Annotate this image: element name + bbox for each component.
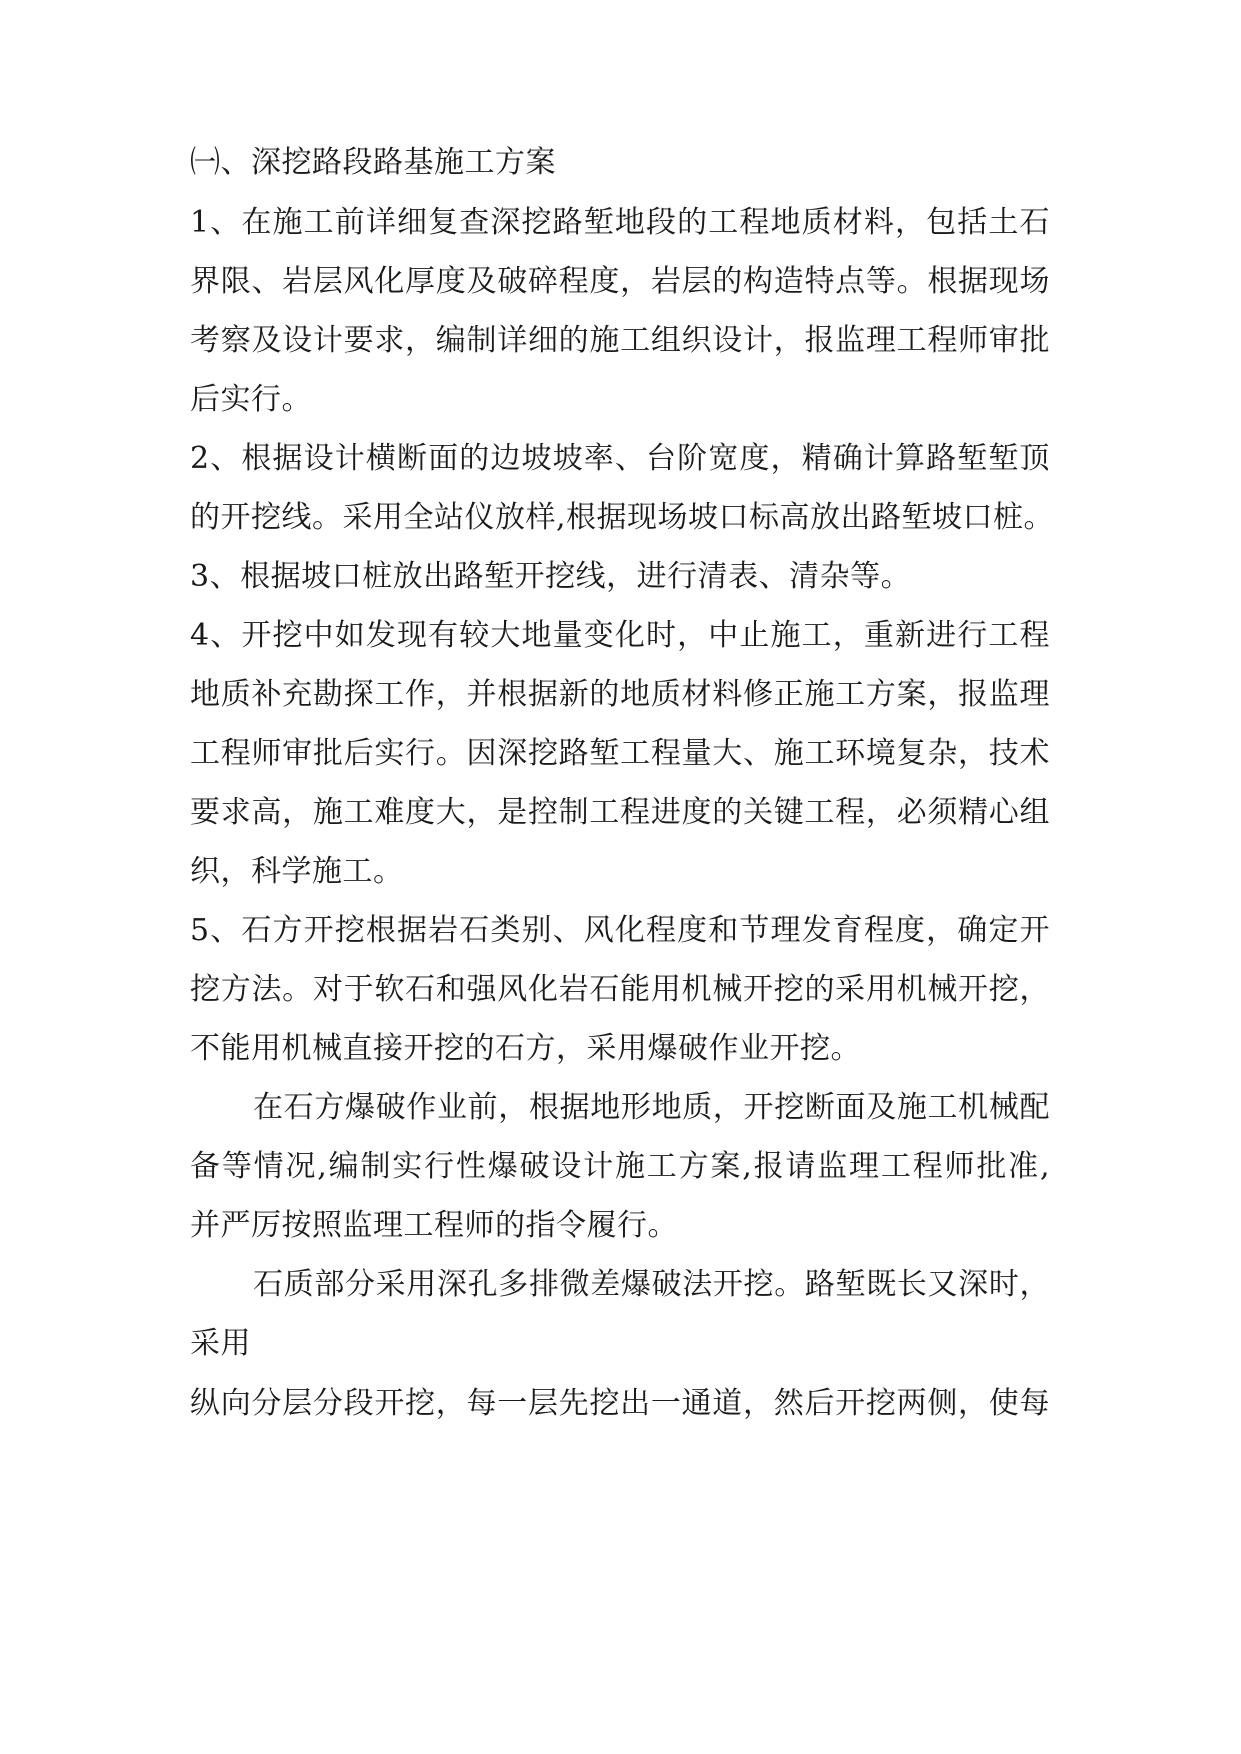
paragraph-line: 纵向分层分段开挖，每一层先挖出一通道，然后开挖两侧，使每 <box>190 1386 1050 1421</box>
paragraph-line: 要求高，施工难度大，是控制工程进度的关键工程，必须精心组 <box>190 795 1050 830</box>
paragraph-line: 织，科学施工。 <box>190 854 404 889</box>
paragraph-line: 2、根据设计横断面的边坡坡率、台阶宽度，精确计算路堑堑顶 <box>190 441 1050 476</box>
paragraph-line: 界限、岩层风化厚度及破碎程度，岩层的构造特点等。根据现场 <box>190 264 1050 299</box>
paragraph-line: 5、石方开挖根据岩石类别、风化程度和节理发育程度，确定开 <box>190 913 1050 948</box>
paragraph-line: 1、在施工前详细复查深挖路堑地段的工程地质材料，包括土石 <box>190 205 1050 240</box>
paragraph-line: 3、根据坡口桩放出路堑开挖线，进行清表、清杂等。 <box>190 559 912 594</box>
paragraph-line: 地质补充勘探工作，并根据新的地质材料修正施工方案，报监理 <box>190 677 1050 712</box>
paragraph-line: 考察及设计要求，编制详细的施工组织设计，报监理工程师审批 <box>190 323 1050 358</box>
paragraph-line: 挖方法。对于软石和强风化岩石能用机械开挖的采用机械开挖， <box>190 972 1050 1007</box>
paragraph-line: 后实行。 <box>190 382 312 417</box>
paragraph-line: 备等情况,编制实行性爆破设计施工方案,报请监理工程师批准, <box>190 1149 1050 1184</box>
paragraph-line: 工程师审批后实行。因深挖路堑工程量大、施工环境复杂，技术 <box>190 736 1050 771</box>
paragraph-line: 在石方爆破作业前，根据地形地质，开挖断面及施工机械配 <box>253 1090 1050 1125</box>
paragraph-line: 不能用机械直接开挖的石方，采用爆破作业开挖。 <box>190 1031 861 1066</box>
section-title: ㈠、深挖路段路基施工方案 <box>190 145 556 180</box>
paragraph-line: 4、开挖中如发现有较大地量变化时，中止施工，重新进行工程 <box>190 618 1050 653</box>
paragraph-line: 石质部分采用深孔多排微差爆破法开挖。路堑既长又深时， <box>253 1267 1050 1302</box>
paragraph-line: 并严厉按照监理工程师的指令履行。 <box>190 1208 678 1243</box>
paragraph-line: 的开挖线。采用全站仪放样,根据现场坡口标高放出路堑坡口桩。 <box>190 500 1055 535</box>
paragraph-line: 采用 <box>190 1326 251 1361</box>
